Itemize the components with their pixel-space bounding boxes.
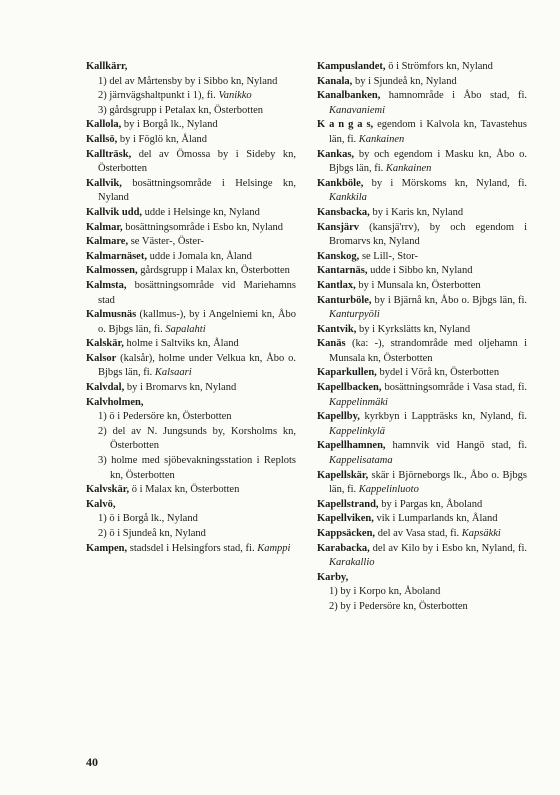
entry-headword: Kalmar,: [86, 221, 123, 233]
entry-definition: bosättningsområde vid Mariehamns stad: [98, 279, 296, 306]
dictionary-entry: [86, 264, 296, 279]
dictionary-entry: [317, 75, 527, 90]
entry-definition: skär i Björneborgs lk., Åbo o. Bjbgs län, fi.: [329, 469, 527, 496]
sub-entry: [86, 89, 296, 104]
sub-entry: [86, 75, 296, 90]
entry-headword: Kapellskär,: [317, 469, 369, 481]
sub-entry: [86, 425, 296, 454]
sub-entry: [86, 410, 296, 425]
entry-definition: ö i Strömfors kn, Nyland: [388, 61, 493, 72]
entry-definition: by och egendom i Masku kn, Åbo o. Bjbgs län, fi.: [329, 148, 528, 175]
entry-headword: Kantvik,: [317, 323, 357, 335]
entry-headword: Kappsäcken,: [317, 528, 376, 539]
entry-definition: (kansjä'rrv), by och egendom i Bromarvs kn, Nyland: [329, 221, 527, 248]
entry-headword: Kantlax,: [317, 279, 356, 291]
sub-entry-text: 1) ö i Borgå lk., Nyland: [98, 513, 198, 525]
entry-definition: hamnområde i Åbo stad, fi.: [388, 90, 528, 102]
dictionary-entry: [86, 308, 296, 337]
finnish-name: Kappelisatama: [329, 455, 393, 467]
entry-headword: Kapellviken,: [317, 513, 374, 525]
entry-headword: Kaparkullen,: [317, 367, 377, 379]
entry-headword: Kalmusnäs: [86, 309, 137, 321]
finnish-name: Kankkila: [329, 192, 367, 204]
entry-definition: bosättningsområde i Helsinge kn, Nyland: [98, 177, 297, 204]
dictionary-entry: [86, 483, 296, 498]
finnish-name: Kankainen: [385, 163, 432, 175]
dictionary-entry: [317, 410, 527, 439]
dictionary-entry: [317, 177, 527, 206]
dictionary-entry: [317, 571, 527, 586]
entry-definition: gårdsgrupp i Malax kn, Österbotten: [140, 265, 290, 277]
entry-headword: Kallvik,: [86, 177, 122, 189]
entry-headword: Kalvskär,: [86, 484, 130, 496]
entry-definition: se Lill-, Stor-: [361, 250, 419, 262]
finnish-name: Kamppi: [257, 542, 291, 554]
dictionary-entry: [317, 498, 527, 513]
finnish-name: Kanturpyöli: [329, 309, 380, 321]
entry-definition: by i Bromarvs kn, Nyland: [126, 382, 237, 394]
dictionary-entry: [317, 323, 527, 338]
entry-definition: by i Karis kn, Nyland: [372, 206, 464, 218]
entry-headword: Kantarnäs,: [317, 265, 368, 277]
finnish-name: Kappelinmäki: [329, 396, 388, 408]
entry-headword: Kalmare,: [86, 236, 129, 248]
dictionary-entry: [317, 60, 527, 75]
entry-headword: Kanturböle,: [317, 294, 372, 306]
entry-headword: Kalsor: [86, 352, 117, 364]
dictionary-entry: [317, 542, 527, 571]
dictionary-entry: [86, 250, 296, 265]
entry-headword: Kankas,: [317, 148, 355, 160]
right-column: [317, 60, 527, 615]
finnish-name: Kalsaari: [154, 367, 192, 379]
dictionary-entry: [86, 542, 296, 557]
entry-definition: by i Bjärnå kn, Åbo o. Bjbgs län, fi.: [374, 294, 527, 306]
entry-definition: holme i Saltviks kn, Åland: [126, 338, 239, 350]
sub-entry-text: 2) by i Pedersöre kn, Österbotten: [329, 600, 468, 612]
entry-headword: Kampen,: [86, 542, 128, 554]
dictionary-entry: [317, 366, 527, 381]
entry-definition: by i Borgå lk., Nyland: [123, 119, 218, 131]
finnish-name: Karakallio: [329, 557, 375, 569]
dictionary-entry: [317, 118, 527, 147]
entry-definition: by i Kyrkslätts kn, Nyland: [359, 323, 471, 335]
entry-headword: Kalmsta,: [86, 279, 127, 291]
entry-headword: Kanäs: [317, 338, 346, 350]
entry-headword: Kanalbanken,: [317, 90, 381, 102]
entry-definition: by i Sjundeå kn, Nyland: [354, 75, 457, 87]
entry-headword: Kallsö,: [86, 133, 118, 145]
finnish-name: Kapsäkki: [461, 528, 501, 539]
dictionary-entry: [86, 396, 296, 411]
entry-definition: bydel i Vörå kn, Österbotten: [379, 367, 500, 379]
dictionary-entry: [86, 498, 296, 513]
entry-definition: kyrkbyn i Lappträsks kn, Nyland, fi.: [364, 411, 528, 423]
sub-entry-text: 2) ö i Sjundeå kn, Nyland: [98, 528, 206, 539]
entry-headword: Kallkärr,: [86, 61, 128, 72]
sub-entry-text: 1) del av Mårtensby by i Sibbo kn, Nyland: [98, 75, 278, 87]
sub-entry: [317, 600, 527, 615]
dictionary-entry: [317, 148, 527, 177]
sub-entry-text: 1) by i Korpo kn, Åboland: [329, 586, 441, 598]
sub-entry: [86, 454, 296, 483]
sub-entry: [317, 585, 527, 600]
entry-definition: hamnvik vid Hangö stad, fi.: [392, 440, 528, 452]
entry-definition: del av Kilo by i Esbo kn, Nyland, fi.: [372, 542, 527, 554]
entry-headword: K a n g a s,: [317, 119, 374, 131]
dictionary-entry: [86, 60, 296, 75]
entry-definition: egendom i Kalvola kn, Tavastehus län, fi.: [329, 119, 527, 145]
entry-headword: Kalvdal,: [86, 382, 125, 394]
entry-headword: Karby,: [317, 571, 349, 583]
entry-headword: Kanala,: [317, 75, 353, 87]
entry-definition: vik i Lumparlands kn, Åland: [376, 513, 498, 525]
dictionary-entry: [317, 279, 527, 294]
dictionary-entry: [317, 439, 527, 468]
dictionary-entry: [317, 206, 527, 221]
entry-headword: Karabacka,: [317, 542, 370, 554]
entry-headword: Kallvik udd,: [86, 206, 143, 218]
finnish-name: Kappelinkylä: [329, 425, 385, 437]
entry-headword: Kalvholmen,: [86, 396, 144, 408]
finnish-name: Kankainen: [358, 133, 405, 145]
left-column: [86, 60, 296, 556]
dictionary-entry: [86, 206, 296, 221]
dictionary-entry: [317, 527, 527, 542]
dictionary-entry: [317, 294, 527, 323]
entry-definition: by i Mörskoms kn, Nyland, fi.: [371, 177, 527, 189]
dictionary-entry: [317, 337, 527, 366]
dictionary-entry: [86, 352, 296, 381]
entry-definition: ö i Malax kn, Österbotten: [131, 484, 240, 496]
sub-entry: [86, 527, 296, 542]
finnish-name: Kappelinluoto: [358, 484, 419, 496]
dictionary-entry: [317, 264, 527, 279]
sub-entry-text: 3) holme med sjöbevakningsstation i Replots kn, Österbotten: [98, 455, 296, 481]
sub-entry-text: 2) del av N. Jungsunds by, Korsholms kn, Österbotten: [98, 425, 296, 452]
entry-definition: del av Vasa stad, fi.: [377, 528, 460, 539]
dictionary-entry: [317, 250, 527, 265]
entry-headword: Kampuslandet,: [317, 61, 386, 72]
entry-definition: (kallmus-), by i Angelniemi kn, Åbo o. Bjbgs län, fi.: [98, 309, 297, 335]
entry-definition: udde i Jomala kn, Åland: [149, 250, 252, 262]
dictionary-entry: [86, 148, 296, 177]
dictionary-entry: [317, 89, 527, 118]
entry-headword: Kanskog,: [317, 250, 360, 262]
sub-entry-text: 3) gårdsgrupp i Petalax kn, Österbotten: [98, 104, 264, 116]
entry-definition: by i Föglö kn, Åland: [119, 133, 208, 145]
entry-headword: Kapellbacken,: [317, 382, 382, 394]
entry-headword: Kapellstrand,: [317, 498, 379, 510]
dictionary-entry: [86, 337, 296, 352]
entry-headword: Kalmarnäset,: [86, 250, 147, 262]
entry-definition: bosättningsområde i Esbo kn, Nyland: [125, 221, 284, 233]
dictionary-entry: [86, 381, 296, 396]
page-number: 40: [86, 755, 98, 769]
entry-headword: Kallträsk,: [86, 148, 132, 160]
finnish-name: Vanikko: [218, 90, 252, 102]
dictionary-entry: [317, 469, 527, 498]
entry-definition: del av Ömossa by i Sideby kn, Österbotten: [98, 148, 296, 175]
entry-definition: by i Munsala kn, Österbotten: [358, 279, 481, 291]
entry-headword: Kalskär,: [86, 338, 124, 350]
entry-headword: Kapellhamnen,: [317, 440, 386, 452]
entry-definition: by i Pargas kn, Åboland: [381, 498, 483, 510]
entry-headword: Kankböle,: [317, 177, 364, 189]
entry-headword: Kapellby,: [317, 411, 360, 423]
dictionary-entry: [86, 279, 296, 308]
finnish-name: Sapalahti: [165, 323, 206, 335]
entry-definition: udde i Helsinge kn, Nyland: [144, 206, 260, 218]
dictionary-entry: [86, 133, 296, 148]
entry-definition: udde i Sibbo kn, Nyland: [370, 265, 473, 277]
entry-headword: Kalvö,: [86, 498, 116, 510]
dictionary-entry: [86, 221, 296, 236]
dictionary-entry: [86, 177, 296, 206]
entry-definition: stadsdel i Helsingfors stad, fi.: [129, 542, 255, 554]
dictionary-entry: [317, 221, 527, 250]
entry-headword: Kallola,: [86, 119, 122, 131]
sub-entry: [86, 104, 296, 119]
dictionary-entry: [86, 235, 296, 250]
entry-definition: se Väster-, Öster-: [130, 236, 204, 248]
entry-definition: bosättningsområde i Vasa stad, fi.: [384, 382, 527, 394]
dictionary-entry: [317, 512, 527, 527]
entry-headword: Kalmossen,: [86, 265, 138, 277]
sub-entry-text: 1) ö i Pedersöre kn, Österbotten: [98, 411, 232, 423]
sub-entry: [86, 512, 296, 527]
entry-headword: Kansjärv: [317, 221, 359, 233]
dictionary-entry: [317, 381, 527, 410]
entry-headword: Kansbacka,: [317, 206, 370, 218]
entry-definition: (ka: -), strandområde med oljehamn i Munsala kn, Österbotten: [329, 338, 527, 364]
dictionary-entry: [86, 118, 296, 133]
sub-entry-text: 2) järnvägshaltpunkt i 1), fi.: [98, 90, 216, 102]
finnish-name: Kanavaniemi: [329, 104, 385, 116]
entry-definition: (kalsår), holme under Velkua kn, Åbo o. Bjbgs län, fi.: [98, 352, 296, 379]
